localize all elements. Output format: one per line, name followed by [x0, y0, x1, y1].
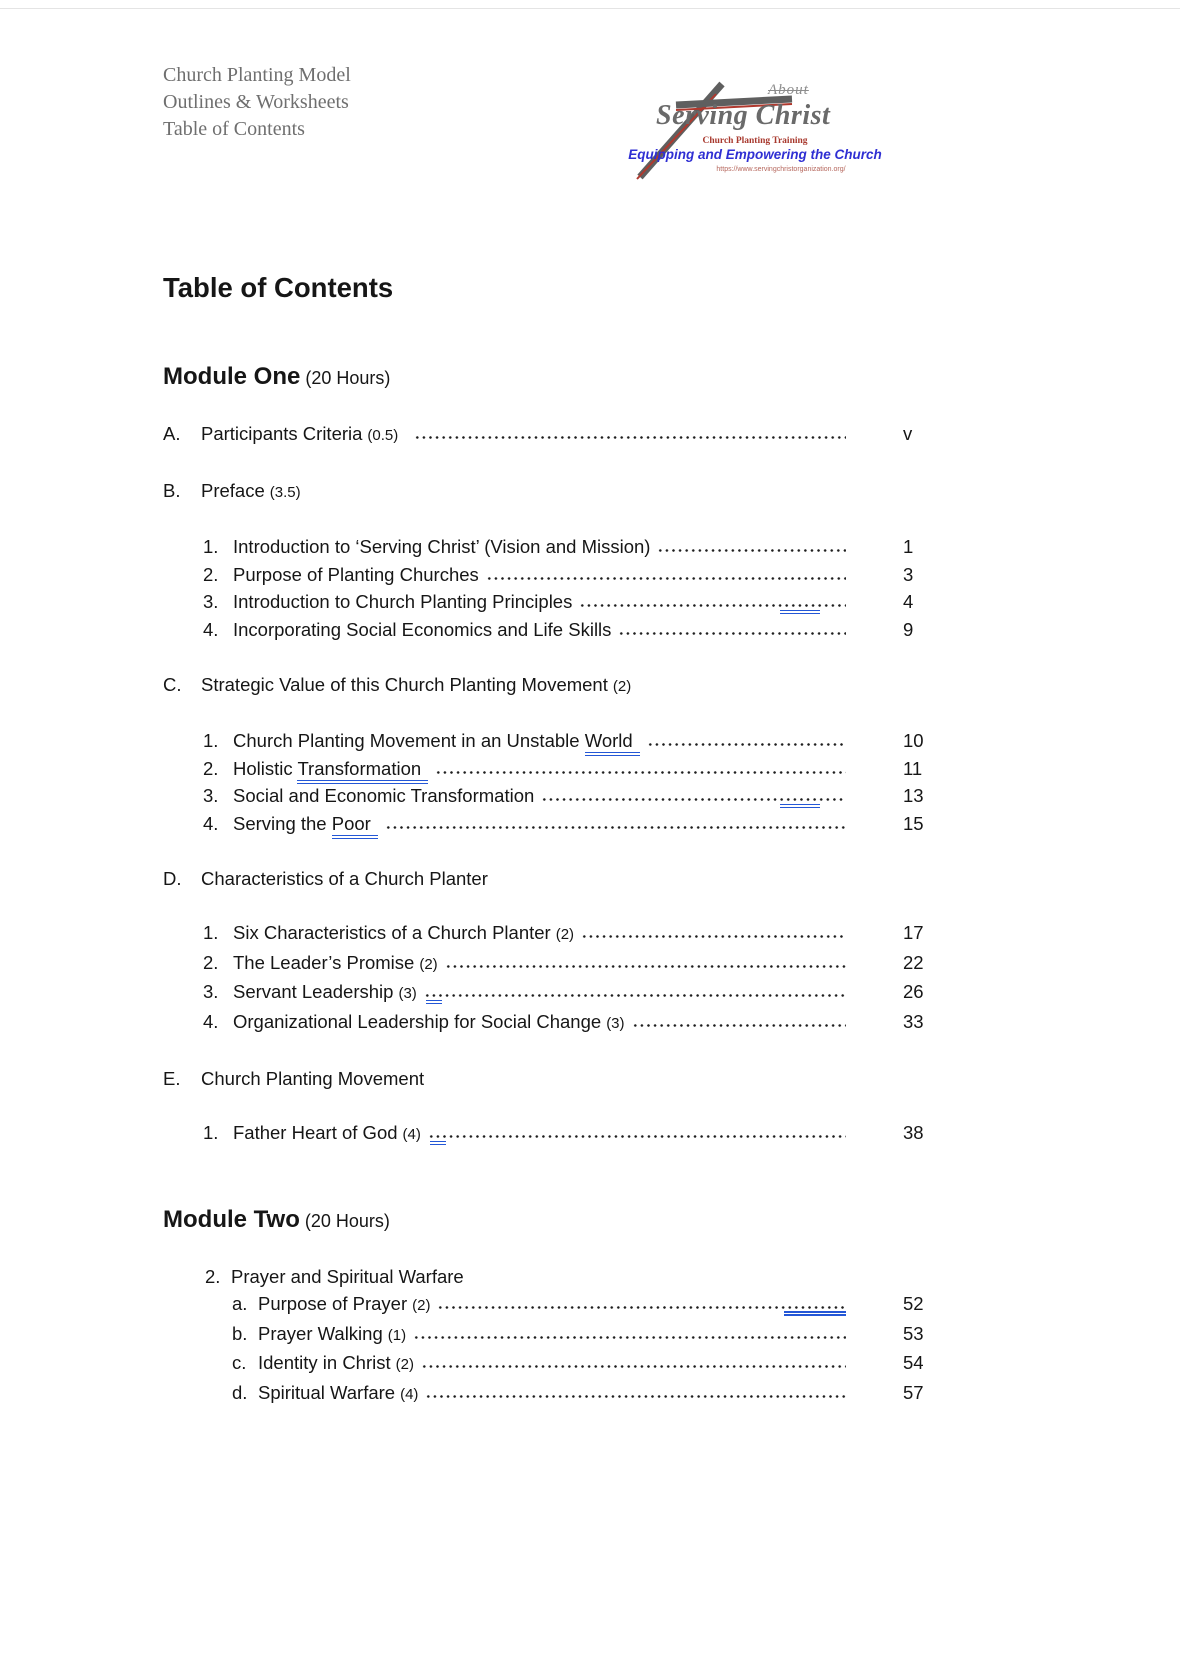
header-line-3: Table of Contents [163, 118, 305, 140]
dotted-leader [445, 964, 846, 969]
toc-section-row [163, 1065, 935, 1093]
dotted-leader [541, 797, 846, 802]
page-number: 54 [903, 1352, 924, 1374]
dotted-leader [385, 825, 846, 830]
grammar-mark [780, 610, 820, 614]
toc-item-row [203, 919, 935, 949]
dotted-leader [581, 934, 846, 939]
toc-item-row [203, 978, 935, 1008]
item-number: 4. [203, 1010, 219, 1032]
grammar-underlined-word: Transformation [297, 758, 428, 784]
toc-item-row [203, 616, 935, 644]
page-number: 22 [903, 951, 924, 973]
item-title: Identity in Christ (2) [258, 1352, 414, 1374]
toc-item-row [232, 1290, 935, 1320]
page-number: 26 [903, 981, 924, 1003]
grammar-mark [784, 1311, 846, 1316]
toc-body [163, 362, 935, 1409]
toc-items [163, 533, 935, 643]
module-name: Module One [163, 363, 301, 390]
logo-name: Serving Christ [656, 100, 831, 131]
item-title: The Leader’s Promise (2) [233, 951, 438, 973]
toc-section-row [163, 865, 935, 893]
page-top-edge [0, 8, 1180, 9]
item-number: 2. [203, 563, 219, 585]
grammar-mark [426, 1000, 442, 1004]
item-number: 2. [203, 951, 219, 973]
toc-item-row [232, 1320, 935, 1350]
toc-section-row [163, 671, 935, 701]
item-title: Introduction to ‘Serving Christ’ (Vision and Mission) [233, 536, 651, 558]
toc-item-row [203, 949, 935, 979]
item-number: 1. [203, 1122, 219, 1144]
item-number: 1. [203, 730, 219, 752]
grammar-mark [780, 804, 820, 808]
dotted-leader [435, 770, 846, 775]
item-title: Incorporating Social Economics and Life Skills [233, 618, 612, 640]
section-label: D. [163, 867, 182, 889]
item-title: Spiritual Warfare (4) [258, 1382, 419, 1404]
hours-label: (4) [402, 1126, 421, 1144]
dotted-leader [647, 742, 846, 747]
serving-christ-logo [600, 76, 940, 184]
module-heading [163, 362, 935, 393]
dotted-leader [657, 548, 846, 553]
dotted-leader [579, 603, 846, 608]
hours-label: (2) [419, 955, 438, 973]
item-title: Organizational Leadership for Social Change (3) [233, 1010, 625, 1032]
item-title: Serving the Poor [233, 810, 378, 838]
page-title: Table of Contents [163, 272, 394, 303]
section-label: C. [163, 673, 182, 695]
page-number: 17 [903, 922, 924, 944]
hours-label: (2) [612, 677, 632, 695]
hours-label: (2) [412, 1297, 431, 1315]
grammar-underlined-word: Poor [332, 813, 378, 839]
dotted-leader [413, 1335, 846, 1340]
toc-item-row [232, 1349, 935, 1379]
toc-items [163, 919, 935, 1037]
toc-items [163, 1119, 935, 1149]
grammar-mark [430, 1141, 446, 1145]
page-number: v [903, 423, 913, 444]
logo-subtitle: Church Planting Training [702, 136, 808, 146]
module-hours: (20 Hours) [300, 368, 391, 388]
page-number: 13 [903, 785, 924, 807]
page-number: 52 [903, 1293, 924, 1315]
item-number: 4. [203, 618, 219, 640]
toc-item-row [203, 727, 935, 755]
hours-label: (1) [387, 1326, 407, 1344]
toc-item-row [232, 1379, 935, 1409]
hours-label: (3) [606, 1014, 625, 1032]
hours-label: (4) [400, 1386, 419, 1404]
hours-label: (2) [555, 926, 575, 944]
item-number: 4. [203, 812, 219, 834]
page-number: 9 [903, 618, 914, 640]
page-number: 10 [903, 730, 924, 752]
item-title: Introduction to Church Planting Principles [233, 591, 573, 613]
dotted-leader [486, 576, 846, 581]
section-label: 2. [205, 1265, 221, 1287]
item-number: 3. [203, 785, 219, 807]
section-title: Strategic Value of this Church Planting Movement (2) [201, 673, 632, 695]
dotted-leader [428, 1134, 846, 1139]
toc-item-row [203, 561, 935, 589]
section-title: Preface (3.5) [201, 479, 301, 501]
item-title: Purpose of Prayer (2) [258, 1293, 431, 1315]
item-number: 2. [203, 757, 219, 779]
item-number: a. [232, 1293, 248, 1315]
item-number: 1. [203, 536, 219, 558]
item-number: 1. [203, 922, 219, 944]
header-line-1: Church Planting Model [163, 64, 351, 86]
toc-items [163, 727, 935, 837]
module-name: Module Two [163, 1205, 300, 1233]
section-title: Participants Criteria (0.5) [201, 423, 399, 444]
header-line-2: Outlines & Worksheets [163, 91, 349, 113]
section-title: Church Planting Movement [201, 1067, 425, 1089]
grammar-underlined-word: World [585, 730, 640, 756]
dotted-leader [414, 435, 846, 440]
page-number: 33 [903, 1010, 924, 1032]
dotted-leader [437, 1305, 846, 1310]
item-number: 3. [203, 591, 219, 613]
toc-item-row [203, 1119, 935, 1149]
item-title: Father Heart of God (4) [233, 1122, 421, 1144]
page-number: 38 [903, 1122, 924, 1144]
page-number: 1 [903, 536, 914, 558]
logo-tagline: Equipping and Empowering the Church [628, 147, 882, 162]
item-title: Holistic Transformation [233, 755, 428, 783]
logo-signature: About [768, 82, 809, 98]
toc-section-row [163, 420, 935, 450]
item-title: Servant Leadership (3) [233, 981, 417, 1003]
toc-section-row [205, 1263, 935, 1291]
toc-item-row [203, 755, 935, 783]
item-title: Social and Economic Transformation [233, 785, 535, 807]
toc-section-row [163, 477, 935, 507]
section-title: Characteristics of a Church Planter [201, 867, 488, 889]
section-title: Prayer and Spiritual Warfare [231, 1265, 464, 1287]
section-label: B. [163, 479, 181, 501]
module-hours: (20 Hours) [299, 1210, 390, 1231]
item-title: Six Characteristics of a Church Planter (2) [233, 922, 575, 944]
module [163, 1205, 935, 1409]
dotted-leader [632, 1023, 846, 1028]
table-of-contents [163, 270, 935, 1409]
toc-item-row [203, 1008, 935, 1038]
page-number: 15 [903, 812, 924, 834]
logo-url: https://www.servingchristorganization.org/ [716, 166, 846, 173]
item-number: c. [232, 1352, 247, 1374]
dotted-leader [421, 1364, 846, 1369]
toc-item-row [203, 782, 935, 810]
item-number: 3. [203, 981, 219, 1003]
dotted-leader [425, 1394, 846, 1399]
item-title: Purpose of Planting Churches [233, 563, 479, 585]
page-number: 4 [903, 591, 914, 613]
section-label: E. [163, 1067, 181, 1089]
module [163, 362, 935, 1149]
page-number: 57 [903, 1382, 924, 1404]
hours-label: (3.5) [269, 483, 301, 501]
dotted-leader [424, 993, 846, 998]
item-title: Church Planting Movement in an Unstable World [233, 727, 640, 755]
dotted-leader [618, 631, 846, 636]
page-number: 53 [903, 1322, 924, 1344]
item-title: Prayer Walking (1) [258, 1322, 407, 1344]
page-number: 3 [903, 563, 914, 585]
item-number: d. [232, 1382, 248, 1404]
page-number: 11 [903, 757, 923, 779]
section-label: A. [163, 423, 181, 444]
toc-items [163, 1290, 935, 1408]
hours-label: (2) [395, 1356, 414, 1374]
module-heading [163, 1205, 935, 1236]
toc-item-row [203, 810, 935, 838]
document-header [163, 62, 351, 143]
item-number: b. [232, 1322, 248, 1344]
toc-item-row [203, 533, 935, 561]
toc-item-row [203, 588, 935, 616]
hours-label: (0.5) [367, 427, 399, 444]
hours-label: (3) [398, 985, 417, 1003]
